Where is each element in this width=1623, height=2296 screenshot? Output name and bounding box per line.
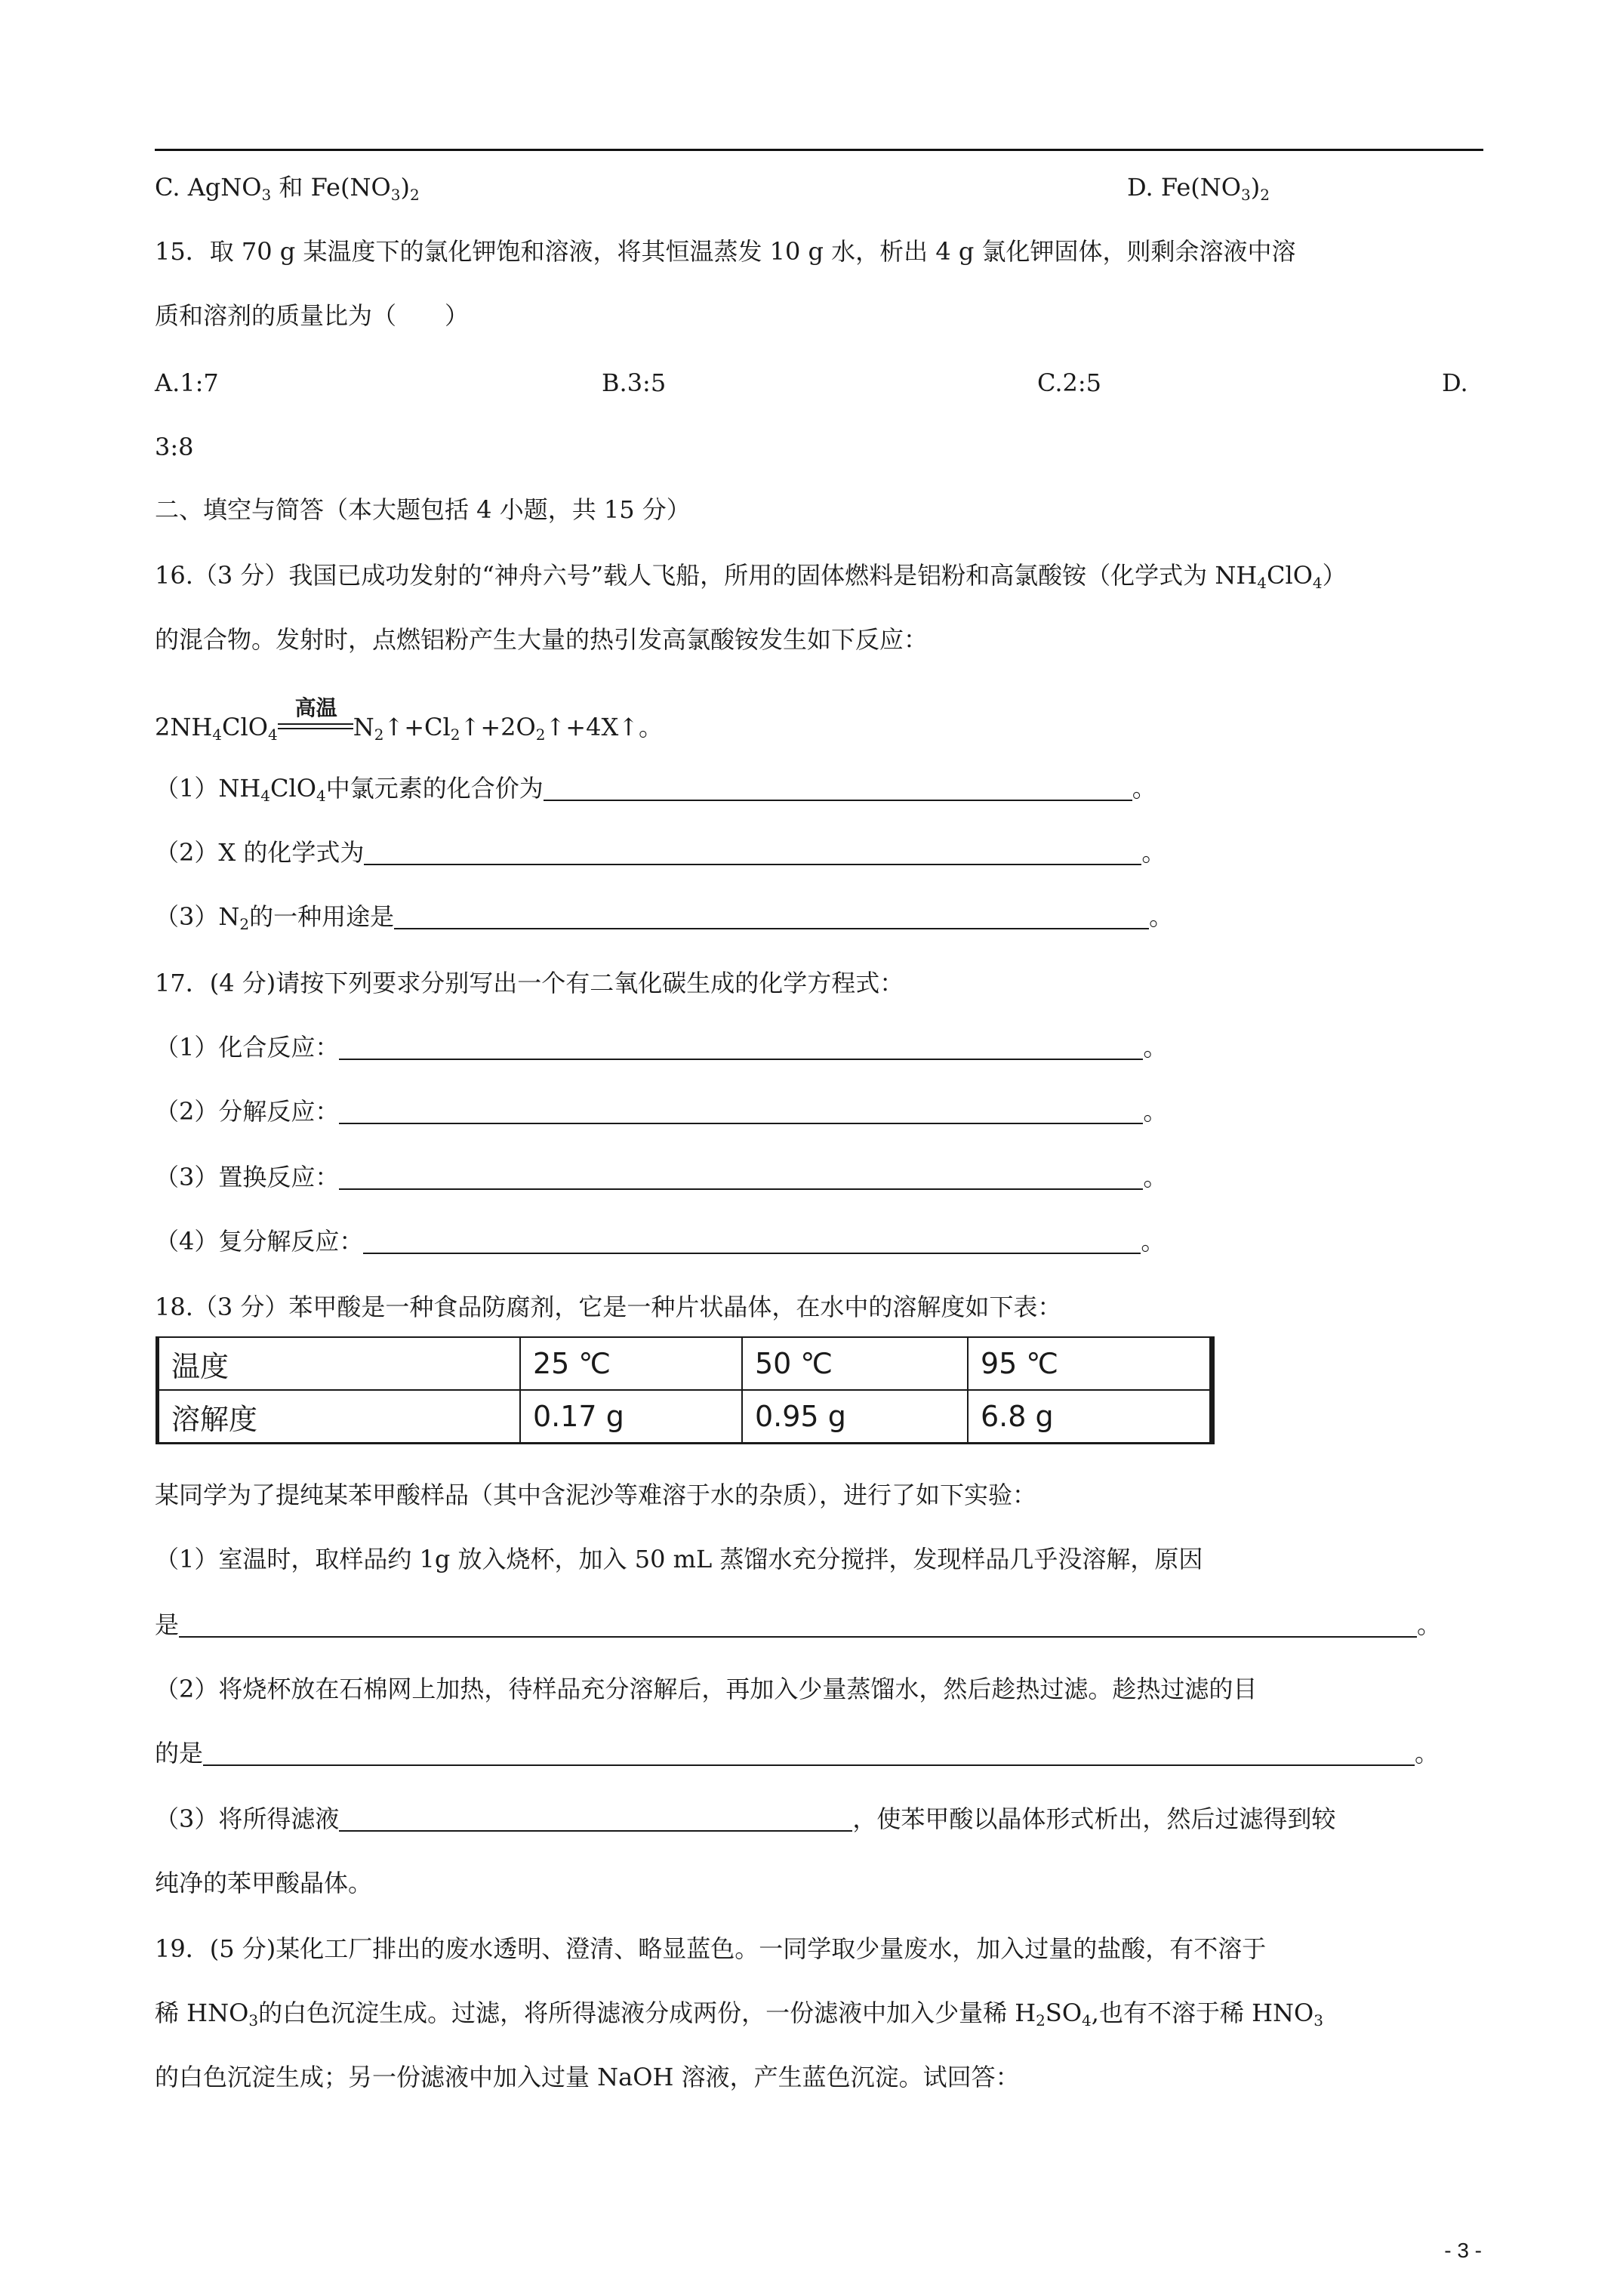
q18-sub3-cont: 纯净的苯甲酸晶体。: [155, 1869, 373, 1897]
answer-blank[interactable]: [363, 1227, 1141, 1254]
table-cell: 0.17 g: [520, 1390, 742, 1444]
q17-sub2: （2）分解反应： 。: [155, 1097, 1168, 1126]
q15-option-d: D.: [1442, 368, 1468, 397]
q17-sub1: （1）化合反应： 。: [155, 1033, 1168, 1062]
table-cell: 温度: [158, 1337, 521, 1390]
answer-blank[interactable]: [364, 838, 1141, 865]
reaction-condition: 高温: [278, 708, 353, 738]
q17-sub3: （3）置换反应： 。: [155, 1163, 1168, 1191]
answer-blank[interactable]: [339, 1097, 1143, 1124]
answer-blank[interactable]: [203, 1739, 1415, 1766]
q15-option-c: C.2:5: [1037, 368, 1102, 397]
q14-option-d: D. $Fe(NO_3)_2$: [1127, 173, 1270, 204]
section-heading: 二、填空与简答（本大题包括 4 小题，共 15 分）: [155, 495, 691, 524]
q15-option-b: B.3:5: [602, 368, 667, 397]
answer-blank[interactable]: [394, 902, 1149, 929]
table-cell: 50 ℃: [742, 1337, 968, 1390]
q16-stem-line2: 的混合物。发射时，点燃铝粉产生大量的热引发高氯酸铵发生如下反应：: [155, 625, 929, 654]
q15-option-d-value: 3:8: [155, 433, 194, 461]
table-cell: 25 ℃: [520, 1337, 742, 1390]
q18-sub2: （2）将烧杯放在石棉网上加热，待样品充分溶解后，再加入少量蒸馏水，然后趁热过滤。趁热过滤的目: [155, 1675, 1258, 1703]
q18-sub1: （1）室温时，取样品约 1g 放入烧杯，加入 50 mL 蒸馏水充分搅拌，发现样品几乎没溶解，原因: [155, 1545, 1203, 1573]
q18-stem: 18.（3 分）苯甲酸是一种食品防腐剂，它是一种片状晶体，在水中的溶解度如下表：: [155, 1293, 1062, 1321]
q17-sub4: （4）复分解反应： 。: [155, 1227, 1166, 1256]
table-row: [158, 1337, 1212, 1390]
answer-blank[interactable]: [544, 774, 1132, 801]
q16-sub1: $(1)NH_4ClO_4$中氯元素的化合价为 。: [155, 774, 1156, 805]
q18-intro: 某同学为了提纯某苯甲酸样品（其中含泥沙等难溶于水的杂质），进行了如下实验：: [155, 1481, 1037, 1509]
q16-sub2: （2）X 的化学式为 。: [155, 838, 1166, 867]
q14-option-c: C. AgNO$_3$ 和 $Fe(NO_3)_2$: [155, 173, 420, 204]
table-cell: 溶解度: [158, 1390, 521, 1444]
q16-stem-line1: 16.（3 分）我国已成功发射的“神舟六号”载人飞船，所用的固体燃料是铝粉和高氯酸铵（化学式为 $NH_4ClO_4$）: [155, 561, 1347, 592]
q19-stem-line1: 19．(5 分)某化工厂排出的废水透明、澄清、略显蓝色。一同学取少量废水，加入过量的盐酸，有不溶于: [155, 1934, 1267, 1963]
page-number: - 3 -: [1444, 2239, 1482, 2262]
solubility-table: [156, 1336, 1215, 1444]
q19-stem-line2: 稀 $HNO_3$的白色沉淀生成。过滤，将所得滤液分成两份，一份滤液中加入少量稀 $H_2SO_4$,也有不溶于稀 $HNO_3$: [155, 1999, 1324, 2029]
table-cell: 0.95 g: [742, 1390, 968, 1444]
q18-sub1-answer: 是 。: [155, 1610, 1442, 1639]
q16-equation: $2NH_4ClO_4$ 高温 $N_2↑+Cl_2↑+2O_2↑+4X↑$。: [155, 695, 664, 744]
q16-sub3: $(3)N_2$的一种用途是 。: [155, 902, 1174, 933]
q15-stem-line2: 质和溶剂的质量比为（ ）: [155, 301, 470, 330]
q18-sub3: （3）将所得滤液 ，使苯甲酸以晶体形式析出，然后过滤得到较: [155, 1804, 1336, 1833]
answer-blank[interactable]: [339, 1033, 1143, 1060]
q17-stem: 17．(4 分)请按下列要求分别写出一个有二氧化碳生成的化学方程式：: [155, 969, 904, 997]
table-cell: 95 ℃: [968, 1337, 1212, 1390]
q15-option-a: A.1:7: [155, 368, 219, 397]
answer-blank[interactable]: [339, 1804, 852, 1832]
answer-blank[interactable]: [179, 1610, 1417, 1638]
header-rule: [155, 149, 1483, 151]
q19-stem-line3: 的白色沉淀生成；另一份滤液中加入过量 NaOH 溶液，产生蓝色沉淀。试回答：: [155, 2063, 1020, 2091]
q18-sub2-answer: 的是 。: [155, 1739, 1440, 1767]
q15-stem-line1: 15．取 70 g 某温度下的氯化钾饱和溶液，将其恒温蒸发 10 g 水，析出 4 g 氯化钾固体，则剩余溶液中溶: [155, 237, 1296, 266]
answer-blank[interactable]: [339, 1163, 1143, 1190]
table-cell: 6.8 g: [968, 1390, 1212, 1444]
table-row: [158, 1390, 1212, 1444]
